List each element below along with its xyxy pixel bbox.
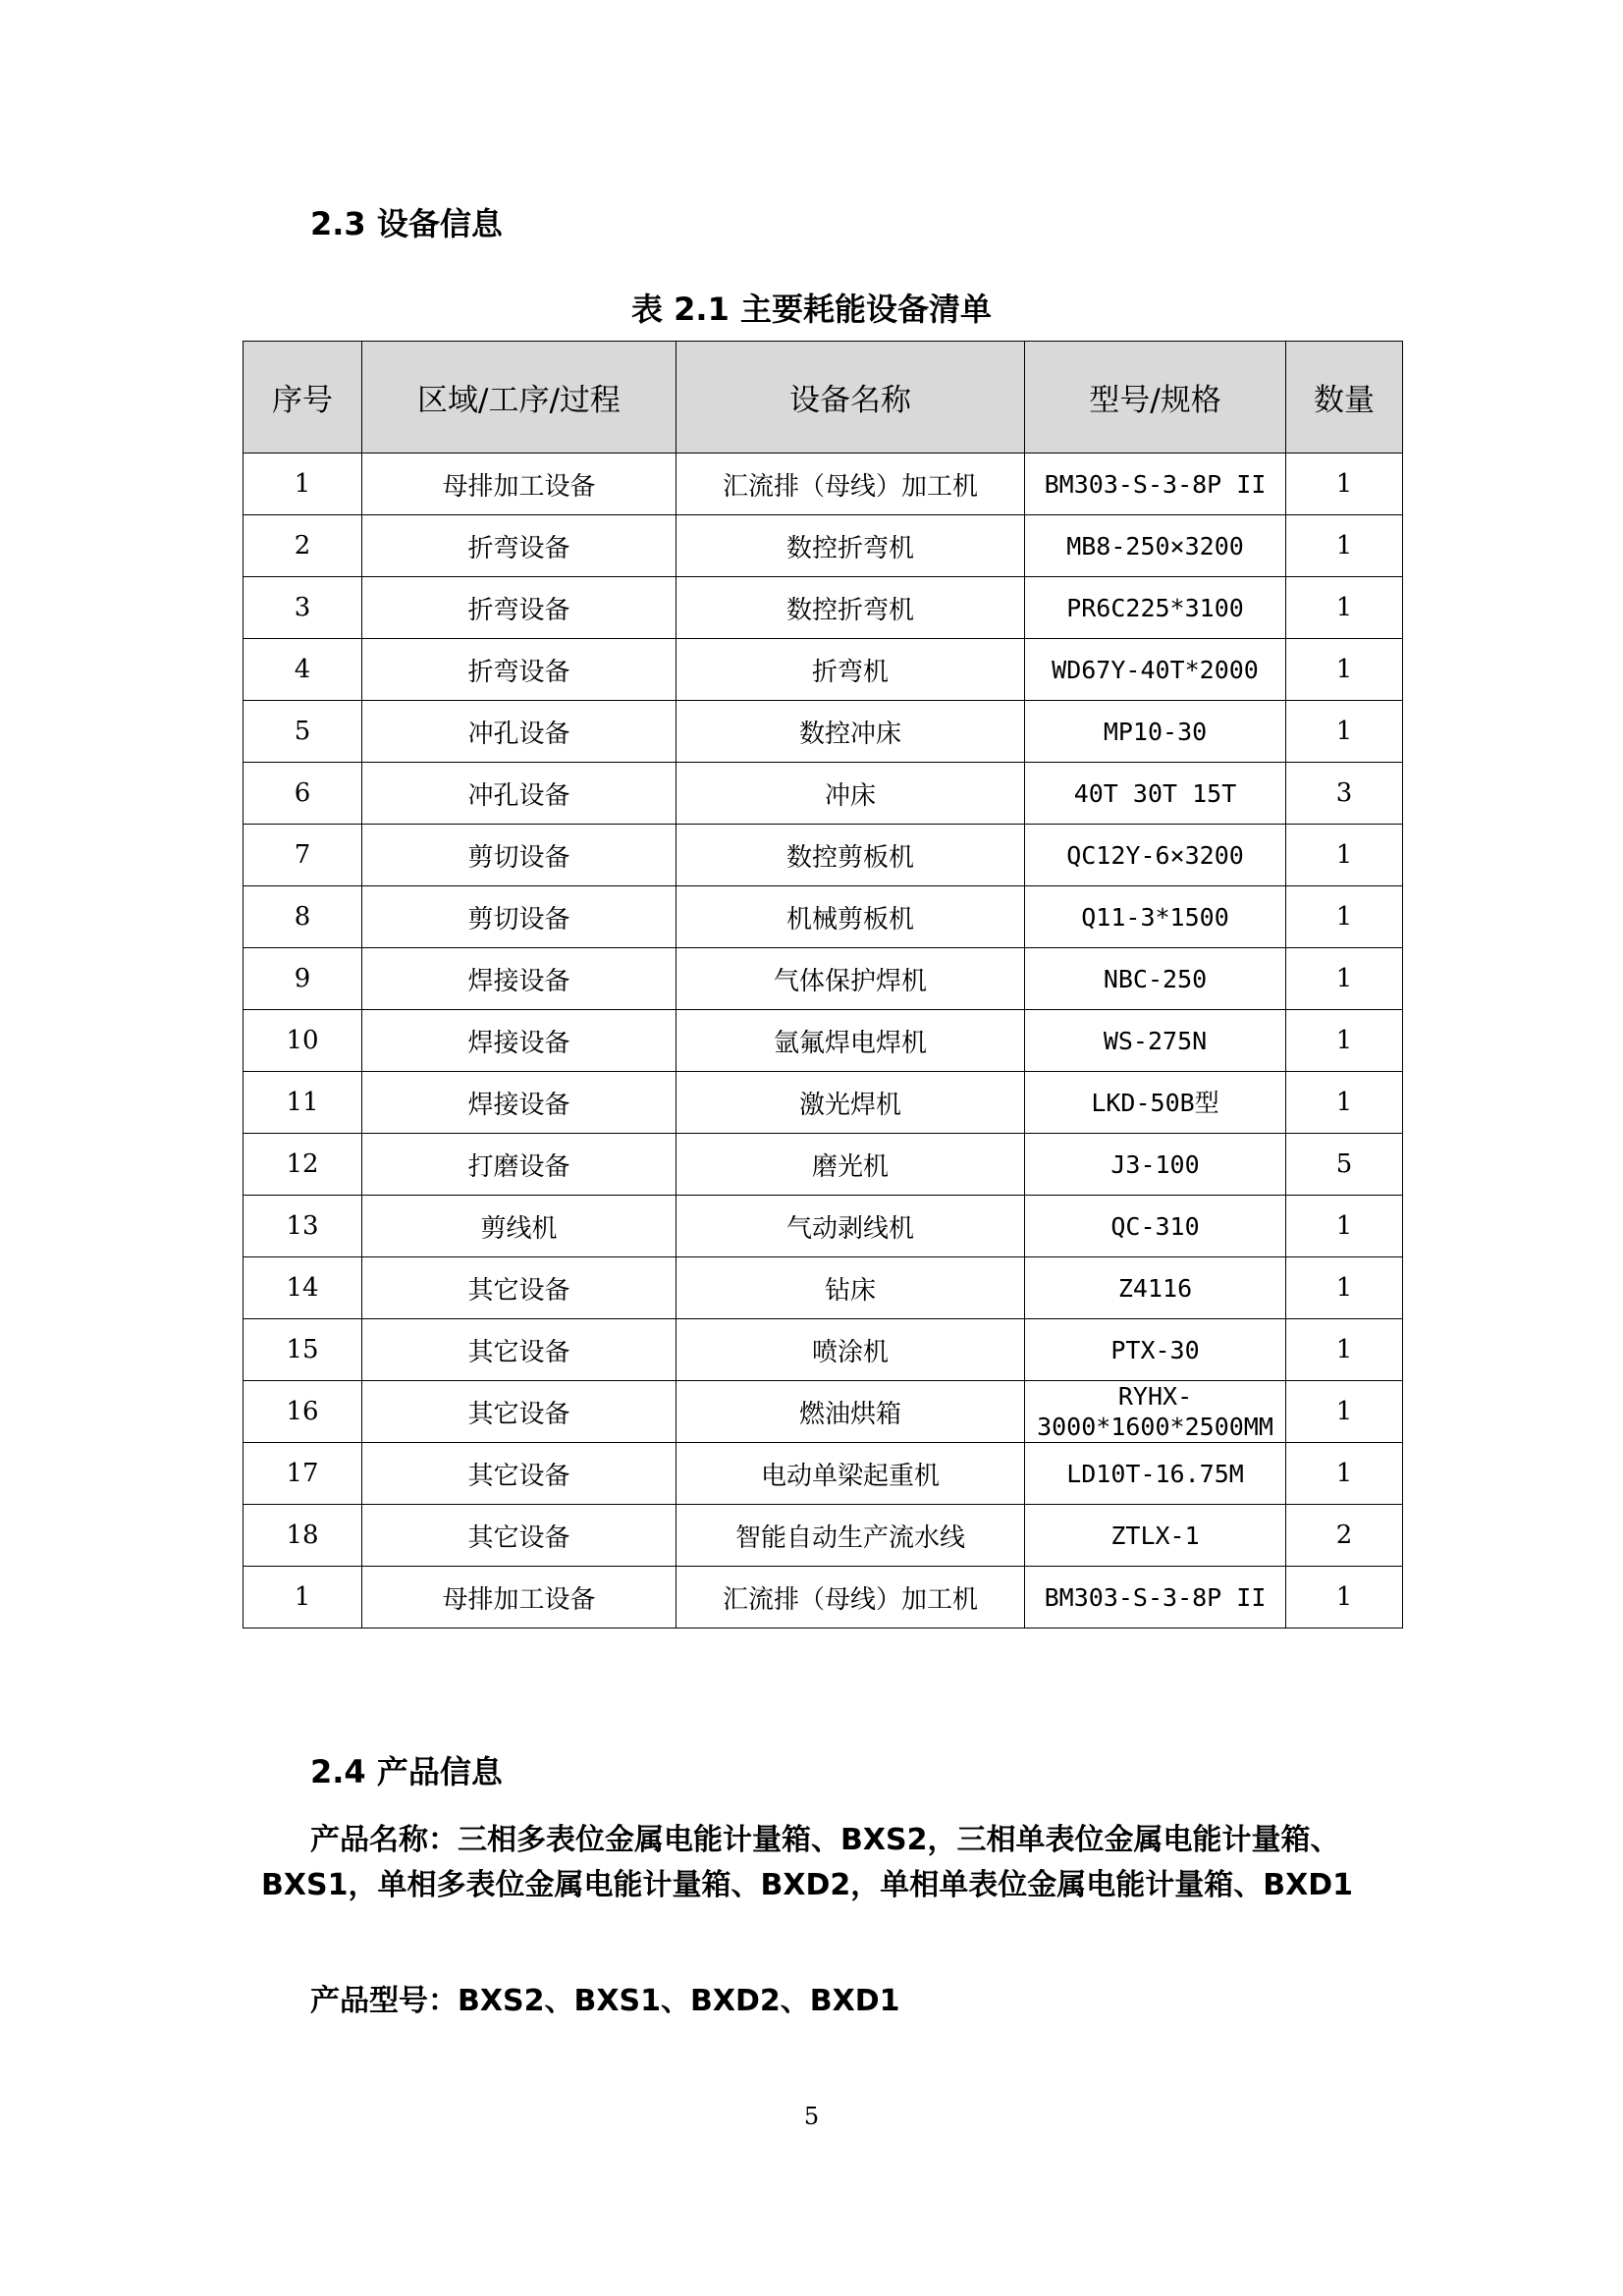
cell-area: 折弯设备 xyxy=(362,515,676,577)
cell-area: 其它设备 xyxy=(362,1257,676,1319)
cell-quantity: 1 xyxy=(1286,577,1403,639)
table-row xyxy=(243,1257,1403,1319)
table-row xyxy=(243,577,1403,639)
cell-index: 8 xyxy=(243,886,362,948)
cell-index: 1 xyxy=(243,454,362,515)
cell-quantity: 1 xyxy=(1286,639,1403,701)
cell-area: 其它设备 xyxy=(362,1319,676,1381)
cell-model: WD67Y-40T*2000 xyxy=(1025,639,1286,701)
cell-quantity: 1 xyxy=(1286,454,1403,515)
table-row xyxy=(243,1505,1403,1567)
cell-device-name: 数控冲床 xyxy=(676,701,1025,763)
cell-quantity: 1 xyxy=(1286,886,1403,948)
table-row xyxy=(243,454,1403,515)
header-quantity: 数量 xyxy=(1286,342,1403,454)
cell-model: ZTLX-1 xyxy=(1025,1505,1286,1567)
cell-model: WS-275N xyxy=(1025,1010,1286,1072)
cell-area: 冲孔设备 xyxy=(362,701,676,763)
cell-model: NBC-250 xyxy=(1025,948,1286,1010)
table-row xyxy=(243,1567,1403,1629)
cell-area: 母排加工设备 xyxy=(362,454,676,515)
table-caption: 表 2.1 主要耗能设备清单 xyxy=(631,291,992,328)
cell-area: 焊接设备 xyxy=(362,1010,676,1072)
cell-device-name: 汇流排（母线）加工机 xyxy=(676,454,1025,515)
cell-model: PR6C225*3100 xyxy=(1025,577,1286,639)
cell-quantity: 1 xyxy=(1286,1072,1403,1134)
cell-model: J3-100 xyxy=(1025,1134,1286,1196)
cell-index: 11 xyxy=(243,1072,362,1134)
page-number: 5 xyxy=(803,2103,820,2130)
cell-device-name: 冲床 xyxy=(676,763,1025,825)
cell-model: MB8-250×3200 xyxy=(1025,515,1286,577)
cell-device-name: 智能自动生产流水线 xyxy=(676,1505,1025,1567)
table-row xyxy=(243,639,1403,701)
product-name-paragraph: 产品名称：三相多表位金属电能计量箱、BXS2，三相单表位金属电能计量箱、BXS1，单相多表位金属电能计量箱、BXD2，单相单表位金属电能计量箱、BXD1 xyxy=(261,1823,1354,1902)
table-row xyxy=(243,1319,1403,1381)
cell-area: 其它设备 xyxy=(362,1443,676,1505)
cell-model: QC-310 xyxy=(1025,1196,1286,1257)
cell-area: 折弯设备 xyxy=(362,577,676,639)
cell-quantity: 1 xyxy=(1286,948,1403,1010)
cell-area: 焊接设备 xyxy=(362,1072,676,1134)
cell-device-name: 数控剪板机 xyxy=(676,825,1025,886)
cell-model: RYHX-3000*1600*2500MM xyxy=(1025,1381,1286,1443)
section-heading-2-3: 2.3 设备信息 xyxy=(310,205,503,242)
cell-area: 剪线机 xyxy=(362,1196,676,1257)
cell-device-name: 燃油烘箱 xyxy=(676,1381,1025,1443)
cell-device-name: 数控折弯机 xyxy=(676,577,1025,639)
section-heading-2-4: 2.4 产品信息 xyxy=(310,1753,503,1790)
cell-model: MP10-30 xyxy=(1025,701,1286,763)
table-row xyxy=(243,1010,1403,1072)
cell-quantity: 1 xyxy=(1286,1381,1403,1443)
cell-quantity: 1 xyxy=(1286,1010,1403,1072)
cell-quantity: 1 xyxy=(1286,1319,1403,1381)
cell-area: 焊接设备 xyxy=(362,948,676,1010)
header-index: 序号 xyxy=(243,342,362,454)
cell-area: 其它设备 xyxy=(362,1381,676,1443)
table-row xyxy=(243,701,1403,763)
cell-index: 13 xyxy=(243,1196,362,1257)
cell-index: 5 xyxy=(243,701,362,763)
table-row xyxy=(243,948,1403,1010)
cell-model: PTX-30 xyxy=(1025,1319,1286,1381)
cell-device-name: 汇流排（母线）加工机 xyxy=(676,1567,1025,1629)
table-header-row xyxy=(243,342,1403,454)
table-row xyxy=(243,1381,1403,1443)
cell-index: 2 xyxy=(243,515,362,577)
cell-area: 剪切设备 xyxy=(362,886,676,948)
table-row xyxy=(243,1134,1403,1196)
cell-quantity: 1 xyxy=(1286,1443,1403,1505)
cell-device-name: 数控折弯机 xyxy=(676,515,1025,577)
cell-quantity: 3 xyxy=(1286,763,1403,825)
table-row xyxy=(243,1443,1403,1505)
cell-device-name: 气体保护焊机 xyxy=(676,948,1025,1010)
cell-model: Z4116 xyxy=(1025,1257,1286,1319)
cell-device-name: 折弯机 xyxy=(676,639,1025,701)
cell-model: 40T 30T 15T xyxy=(1025,763,1286,825)
cell-index: 3 xyxy=(243,577,362,639)
cell-quantity: 1 xyxy=(1286,515,1403,577)
cell-quantity: 2 xyxy=(1286,1505,1403,1567)
cell-area: 母排加工设备 xyxy=(362,1567,676,1629)
cell-index: 12 xyxy=(243,1134,362,1196)
cell-quantity: 1 xyxy=(1286,701,1403,763)
table-row xyxy=(243,825,1403,886)
header-area: 区域/工序/过程 xyxy=(362,342,676,454)
cell-quantity: 1 xyxy=(1286,1567,1403,1629)
table-body xyxy=(243,454,1403,1629)
cell-index: 17 xyxy=(243,1443,362,1505)
cell-area: 打磨设备 xyxy=(362,1134,676,1196)
cell-device-name: 激光焊机 xyxy=(676,1072,1025,1134)
cell-model: BM303-S-3-8P II xyxy=(1025,1567,1286,1629)
cell-model: BM303-S-3-8P II xyxy=(1025,454,1286,515)
cell-model: QC12Y-6×3200 xyxy=(1025,825,1286,886)
table-row xyxy=(243,515,1403,577)
cell-index: 15 xyxy=(243,1319,362,1381)
cell-quantity: 1 xyxy=(1286,825,1403,886)
cell-device-name: 氩氟焊电焊机 xyxy=(676,1010,1025,1072)
cell-area: 折弯设备 xyxy=(362,639,676,701)
cell-model: Q11-3*1500 xyxy=(1025,886,1286,948)
cell-index: 7 xyxy=(243,825,362,886)
table-row xyxy=(243,763,1403,825)
cell-area: 冲孔设备 xyxy=(362,763,676,825)
cell-device-name: 钻床 xyxy=(676,1257,1025,1319)
cell-quantity: 1 xyxy=(1286,1196,1403,1257)
table-row xyxy=(243,886,1403,948)
cell-area: 其它设备 xyxy=(362,1505,676,1567)
cell-index: 1 xyxy=(243,1567,362,1629)
cell-device-name: 磨光机 xyxy=(676,1134,1025,1196)
cell-quantity: 5 xyxy=(1286,1134,1403,1196)
cell-index: 6 xyxy=(243,763,362,825)
cell-model: LKD-50B型 xyxy=(1025,1072,1286,1134)
product-model-paragraph: 产品型号：BXS2、BXS1、BXD2、BXD1 xyxy=(310,1984,900,2018)
cell-device-name: 喷涂机 xyxy=(676,1319,1025,1381)
table-row xyxy=(243,1196,1403,1257)
equipment-table xyxy=(243,341,1403,1629)
cell-index: 10 xyxy=(243,1010,362,1072)
header-model: 型号/规格 xyxy=(1025,342,1286,454)
cell-device-name: 机械剪板机 xyxy=(676,886,1025,948)
cell-index: 9 xyxy=(243,948,362,1010)
cell-index: 4 xyxy=(243,639,362,701)
cell-device-name: 气动剥线机 xyxy=(676,1196,1025,1257)
cell-index: 14 xyxy=(243,1257,362,1319)
cell-quantity: 1 xyxy=(1286,1257,1403,1319)
cell-area: 剪切设备 xyxy=(362,825,676,886)
cell-index: 18 xyxy=(243,1505,362,1567)
table-row xyxy=(243,1072,1403,1134)
cell-device-name: 电动单梁起重机 xyxy=(676,1443,1025,1505)
cell-model: LD10T-16.75M xyxy=(1025,1443,1286,1505)
cell-index: 16 xyxy=(243,1381,362,1443)
header-device-name: 设备名称 xyxy=(676,342,1025,454)
